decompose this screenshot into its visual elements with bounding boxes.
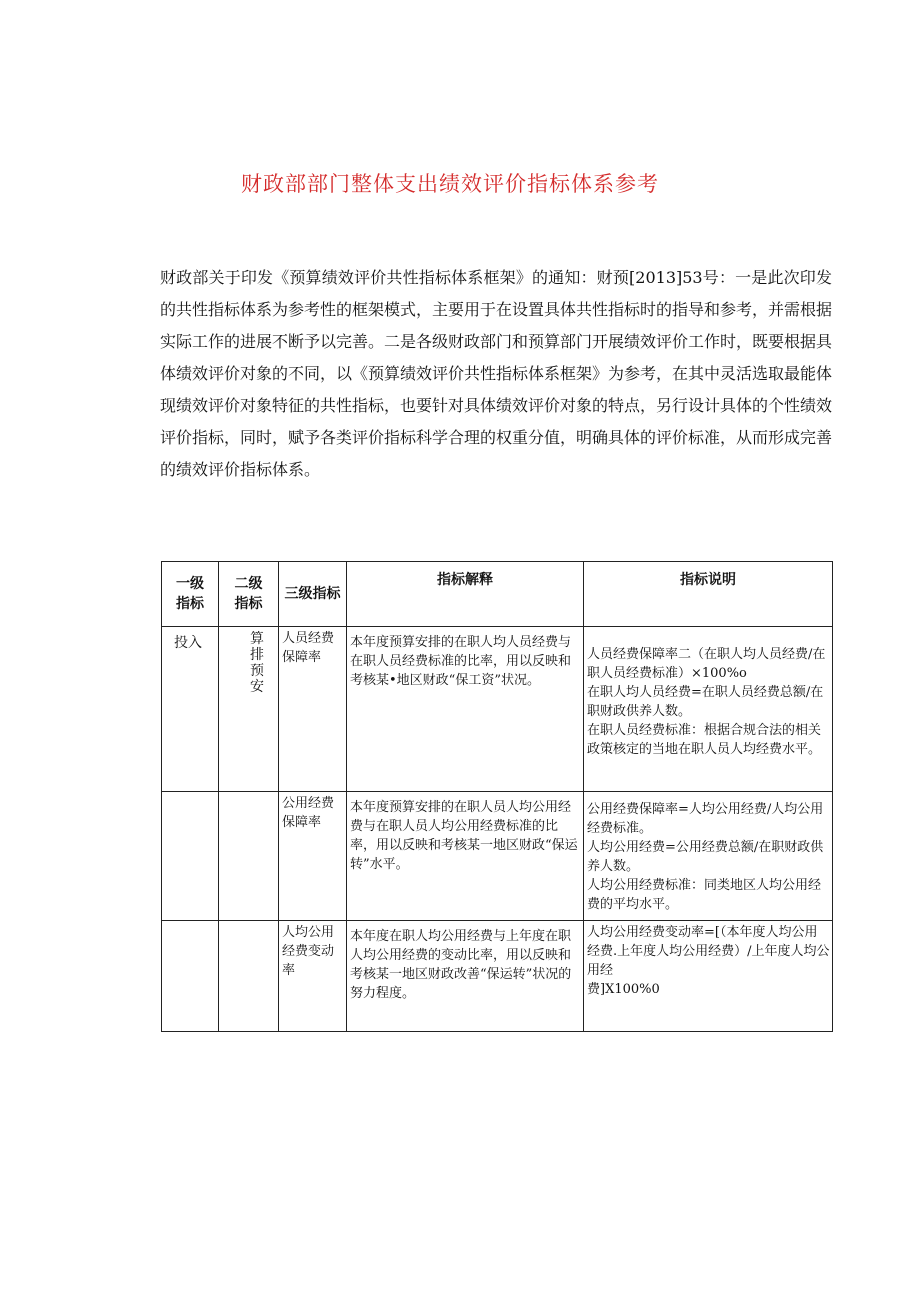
cell-note: 人员经费保障率二（在职人均人员经费/在职人员经费标准）×100%o 在职人均人员经费=在职人员经费总额/在职财政供养人数。 在职人员经费标准：根据合规合法的相关政策核定的当地在职人员人均经费水平。 bbox=[584, 627, 833, 792]
cell-level2 bbox=[219, 921, 279, 1032]
indicator-table bbox=[161, 561, 833, 1032]
table-row bbox=[162, 792, 833, 921]
cell-note: 人均公用经费变动率=[（本年度人均公用经费.上年度人均公用经费）/上年度人均公用经 费]X100%0 bbox=[584, 921, 833, 1032]
cell-explanation: 本年度在职人均公用经费与上年度在职人均公用经费的变动比率，用以反映和考核某一地区财政改善“保运转”状况的努力程度。 bbox=[347, 921, 584, 1032]
cell-level1: 投入 bbox=[162, 627, 219, 792]
table-row bbox=[162, 627, 833, 792]
cell-level3: 人均公用经费变动率 bbox=[279, 921, 347, 1032]
intro-paragraph: 财政部关于印发《预算绩效评价共性指标体系框架》的通知：财预[2013]53号：一是此次印发的共性指标体系为参考性的框架模式，主要用于在设置具体共性指标时的指导和参考，并需根据实际工作的进展不断予以完善。二是各级财政部门和预算部门开展绩效评价工作时，既要根据具体绩效评价对象的不同，以《预算绩效评价共性指标体系框架》为参考，在其中灵活选取最能体现绩效评价对象特征的共性指标，也要针对具体绩效评价对象的特点，另行设计具体的个性绩效评价指标，同时，赋予各类评价指标科学合理的权重分值，明确具体的评价标准，从而形成完善的绩效评价指标体系。 bbox=[160, 268, 833, 479]
header-note: 指标说明 bbox=[584, 562, 833, 627]
table-header-row bbox=[162, 562, 833, 627]
cell-level2 bbox=[219, 792, 279, 921]
page-title: 财政部部门整体支出绩效评价指标体系参考 bbox=[241, 172, 659, 196]
header-level3: 三级指标 bbox=[279, 562, 347, 627]
cell-explanation: 本年度预算安排的在职人员人均公用经费与在职人员人均公用经费标准的比率，用以反映和考核某一地区财政“保运转”水平。 bbox=[347, 792, 584, 921]
header-level2: 二级指标 bbox=[219, 562, 279, 627]
cell-note: 公用经费保障率=人均公用经费/人均公用经费标准。 人均公用经费=公用经费总额/在职财政供养人数。 人均公用经费标准：同类地区人均公用经费的平均水平。 bbox=[584, 792, 833, 921]
cell-explanation: 本年度预算安排的在职人均人员经费与在职人员经费标准的比率，用以反映和考核某•地区财政“保工资”状况。 bbox=[347, 627, 584, 792]
header-explanation: 指标解释 bbox=[347, 562, 584, 627]
table-row bbox=[162, 921, 833, 1032]
cell-level3: 人员经费保障率 bbox=[279, 627, 347, 792]
cell-level2: 算 排 预 安 bbox=[219, 627, 279, 792]
cell-level3: 公用经费保障率 bbox=[279, 792, 347, 921]
cell-level1 bbox=[162, 792, 219, 921]
header-level1: 一级指标 bbox=[162, 562, 219, 627]
cell-level1 bbox=[162, 921, 219, 1032]
